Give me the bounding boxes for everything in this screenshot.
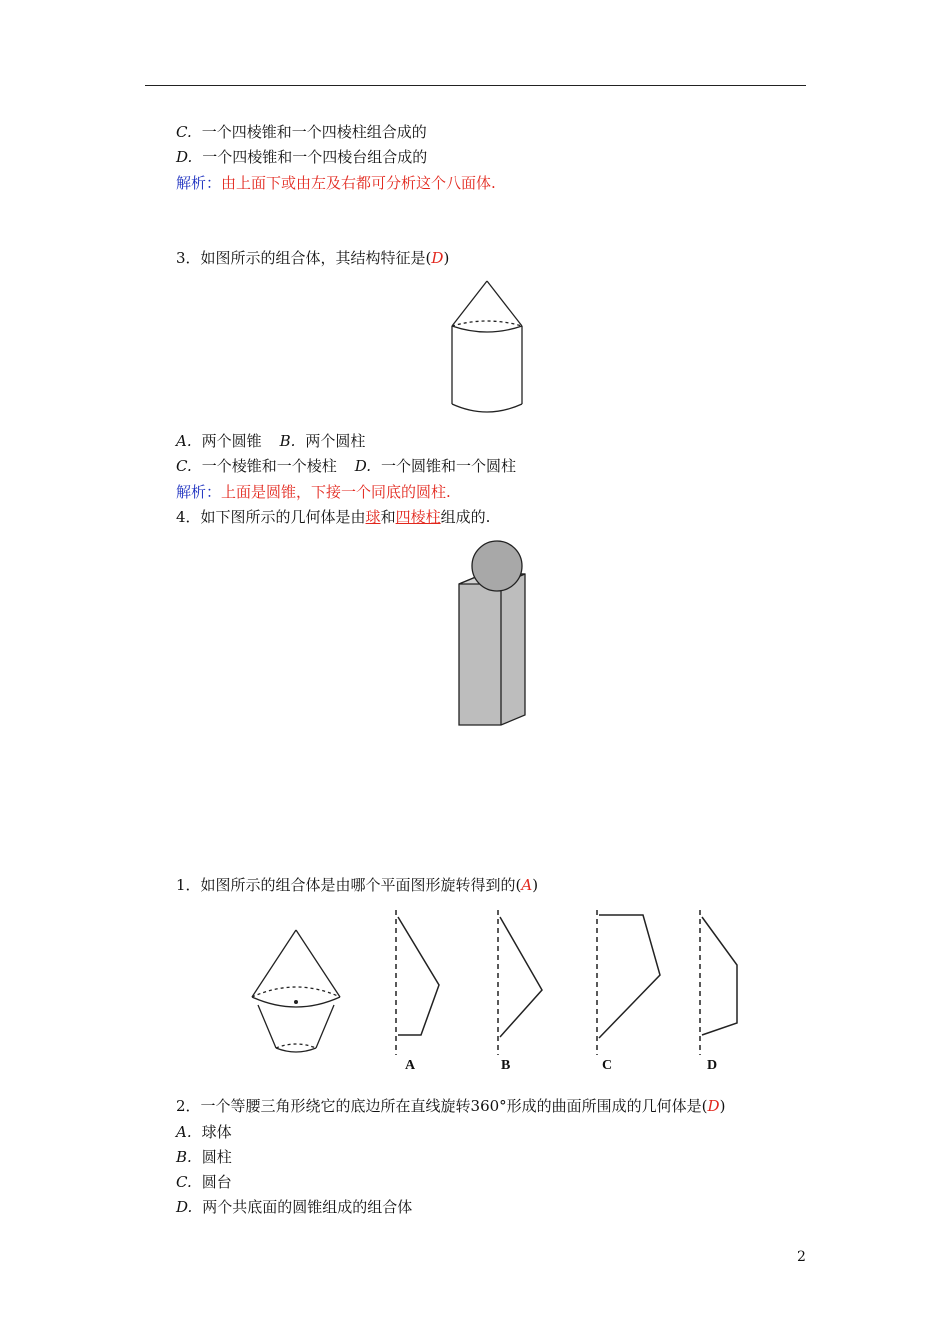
question-2: 2．一个等腰三角形绕它的底边所在直线旋转360°形成的曲面所围成的几何体是(D) [176,1097,726,1115]
shape-d [700,910,737,1055]
analysis: 解析：由上面下或由左及右都可分析这个八面体. [176,174,496,192]
shape-c [597,910,660,1055]
q3-analysis: 解析：上面是圆锥，下接一个同底的圆柱. [176,483,451,501]
cone-cylinder-figure [440,278,535,418]
q2-option-b: B. 圆柱 [176,1148,232,1166]
option-d: D. 一个四棱锥和一个四棱台组合成的 [176,148,428,166]
question-4: 4．如下图所示的几何体是由球和四棱柱组成的. [176,508,491,526]
figure-label-b: B [501,1058,511,1073]
figure-label-c: C [602,1058,613,1073]
question-1: 1．如图所示的组合体是由哪个平面图形旋转得到的(A) [176,876,539,894]
q2-option-a: A. 球体 [176,1123,232,1141]
q2-option-c: C. 圆台 [176,1173,232,1191]
q2-option-d: D. 两个共底面的圆锥组成的组合体 [176,1198,413,1216]
question-3: 3．如图所示的组合体，其结构特征是(D) [176,249,450,267]
option-c: C. 一个四棱锥和一个四棱柱组合成的 [176,123,427,141]
shape-b [498,910,542,1055]
shape-a [396,910,439,1055]
rotation-figures [240,905,755,1075]
figure-label-d: D [707,1058,718,1073]
figure-label-a: A [405,1058,416,1073]
q3-options-cd: C. 一个棱锥和一个棱柱 D. 一个圆锥和一个圆柱 [176,457,517,475]
sphere-prism-figure [450,537,540,732]
cone-frustum-figure [252,930,340,1052]
header-rule [145,85,806,86]
q3-options-ab: A. 两个圆锥 B. 两个圆柱 [176,432,366,450]
page-number: 2 [797,1249,806,1265]
